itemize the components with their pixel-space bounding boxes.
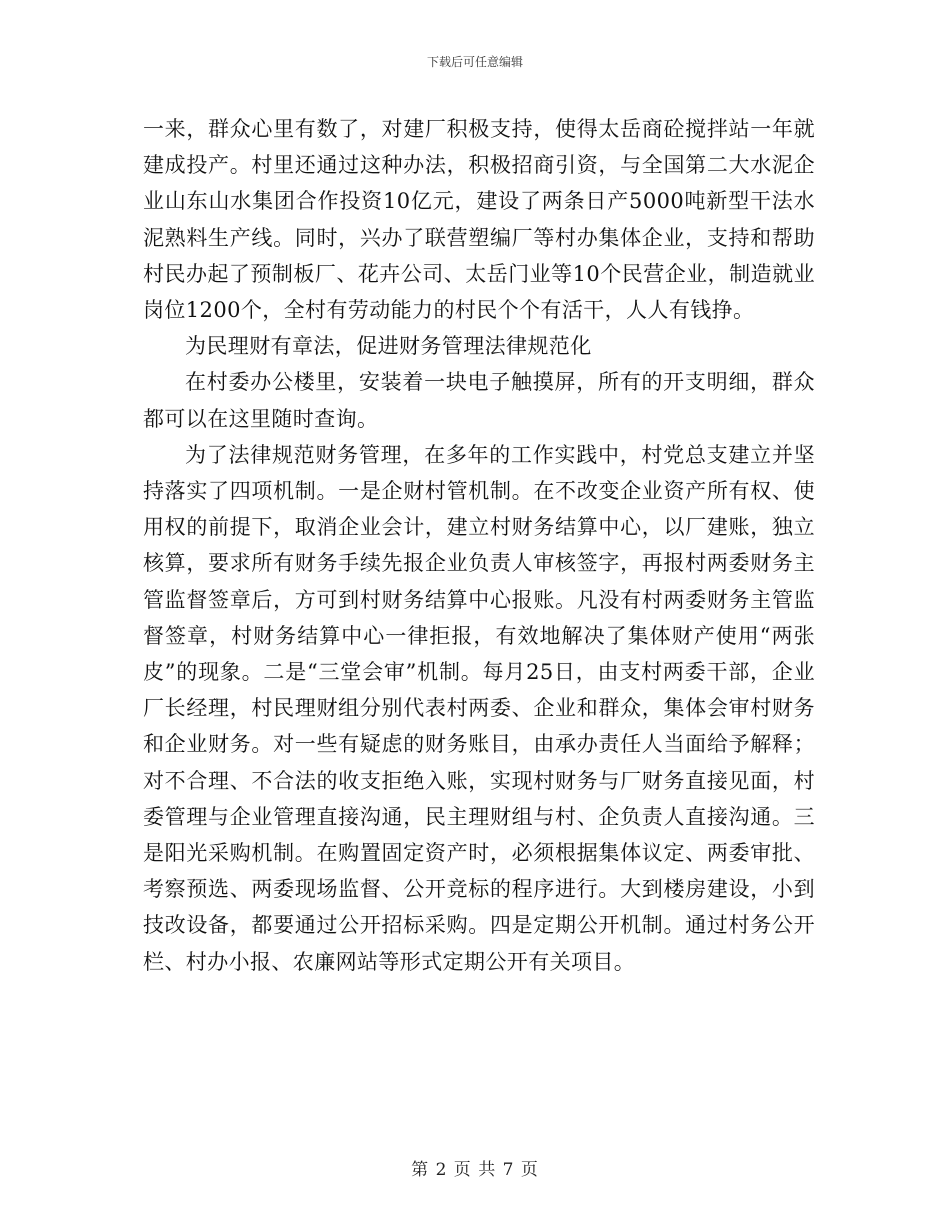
section-heading: 为民理财有章法，促进财务管理法律规范化: [185, 334, 592, 359]
paragraph-continuation: 一来，群众心里有数了，对建厂积极支持，使得太岳商砼搅拌站一年就建成投产。村里还通过这种办法，积极招商引资，与全国第二大水泥企业山东山水集团合作投资10亿元，建设了两条日产5000吨新型干法水泥熟料生产线。同时，兴办了联营塑编厂等村办集体企业，支持和帮助村民办起了预制板厂、花卉公司、太岳门业等10个民营企业，制造就业岗位1200个，全村有劳动能力的村民个个有活干，人人有钱挣。: [143, 117, 815, 323]
paragraph: 为了法律规范财务管理，在多年的工作实践中，村党总支建立并坚持落实了四项机制。一是企财村管机制。在不改变企业资产所有权、使用权的前提下，取消企业会计，建立村财务结算中心，以厂建账，独立核算，要求所有财务手续先报企业负责人审核签字，再报村两委财务主管监督签章后，方可到村财务结算中心报账。凡没有村两委财务主管监督签章，村财务结算中心一律拒报，有效地解决了集体财产使用“两张皮”的现象。二是“三堂会审”机制。每月25日，由支村两委干部，企业厂长经理，村民理财组分别代表村两委、企业和群众，集体会审村财务和企业财务。对一些有疑虑的财务账目，由承办责任人当面给予解释；对不合理、不合法的收支拒绝入账，实现村财务与厂财务直接见面，村委管理与企业管理直接沟通，民主理财组与村、企负责人直接沟通。三是阳光采购机制。在购置固定资产时，必须根据集体议定、两委审批、考察预选、两委现场监督、公开竞标的程序进行。大到楼房建设，小到技改设备，都要通过公开招标采购。四是定期公开机制。通过村务公开栏、村办小报、农廉网站等形式定期公开有关项目。: [143, 442, 815, 974]
page-header: 下载后可任意编辑: [426, 55, 523, 69]
document-body: [143, 111, 815, 980]
page-number: 第 2 页 共 7 页: [411, 1160, 539, 1180]
paragraph: 在村委办公楼里，安装着一块电子触摸屏，所有的开支明细，群众都可以在这里随时查询。: [143, 370, 815, 431]
